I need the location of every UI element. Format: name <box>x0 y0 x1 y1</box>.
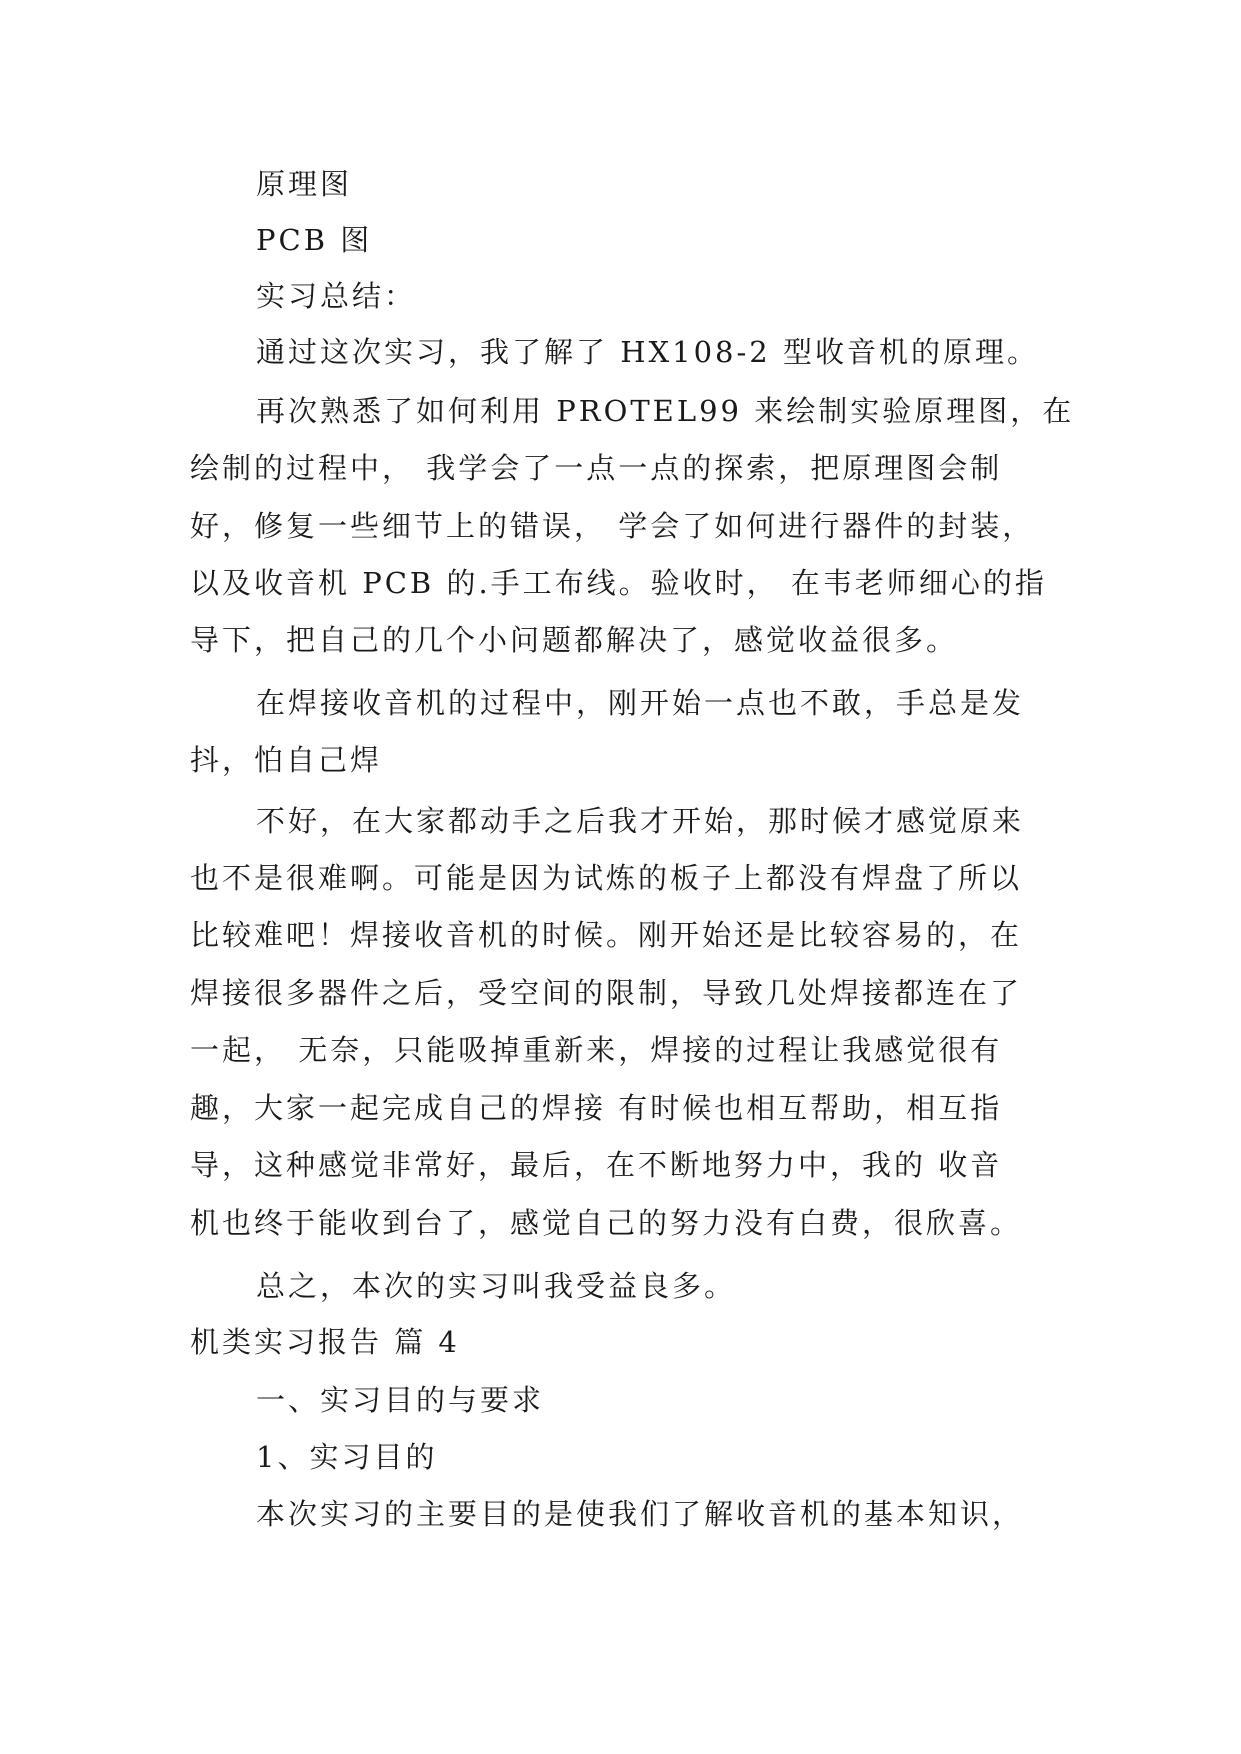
paragraph-line: 机也终于能收到台了，感觉自己的努力没有白费，很欣喜。 <box>190 1206 1023 1240</box>
paragraph-line: 趣，大家一起完成自己的焊接 有时候也相互帮助，相互指 <box>190 1091 1003 1125</box>
paragraph-line: 一起， 无奈，只能吸掉重新来，焊接的过程让我感觉很有 <box>190 1033 1003 1067</box>
paragraph-line: 导，这种感觉非常好，最后，在不断地努力中，我的 收音 <box>190 1148 1003 1182</box>
paragraph-line: 也不是很难啊。可能是因为试炼的板子上都没有焊盘了所以 <box>190 861 1023 895</box>
paragraph-line: 通过这次实习，我了解了 HX108-2 型收音机的原理。 <box>256 335 1039 369</box>
paragraph-line: 不好，在大家都动手之后我才开始，那时候才感觉原来 <box>256 804 1025 838</box>
paragraph-line: 本次实习的主要目的是使我们了解收音机的基本知识， <box>256 1497 1025 1531</box>
paragraph-line: 绘制的过程中， 我学会了一点一点的探索，把原理图会制 <box>190 451 1003 485</box>
paragraph-line: 在焊接收音机的过程中，刚开始一点也不敢，手总是发 <box>256 686 1025 720</box>
section-heading-objectives: 一、实习目的与要求 <box>256 1383 545 1417</box>
paragraph-line: 总之，本次的实习叫我受益良多。 <box>256 1269 737 1303</box>
paragraph-line: 再次熟悉了如何利用 PROTEL99 来绘制实验原理图，在 <box>256 394 1075 428</box>
paragraph-line: 导下，把自己的几个小问题都解决了，感觉收益很多。 <box>190 623 959 657</box>
paragraph-line: 好，修复一些细节上的错误， 学会了如何进行器件的封装， <box>190 509 1035 543</box>
section-title: 机类实习报告 篇 4 <box>190 1325 460 1359</box>
subheading-purpose: 1、实习目的 <box>256 1440 438 1474</box>
paragraph-line: 比较难吧！焊接收音机的时候。刚开始还是比较容易的，在 <box>190 918 1023 952</box>
heading-summary: 实习总结： <box>256 279 417 313</box>
paragraph-line: 焊接很多器件之后，受空间的限制，导致几处焊接都连在了 <box>190 976 1023 1010</box>
paragraph-line: 抖，怕自己焊 <box>190 743 383 777</box>
heading-schematic: 原理图 <box>256 167 353 201</box>
heading-pcb: PCB 图 <box>256 223 373 257</box>
paragraph-line: 以及收音机 PCB 的.手工布线。验收时， 在韦老师细心的指 <box>190 566 1047 600</box>
